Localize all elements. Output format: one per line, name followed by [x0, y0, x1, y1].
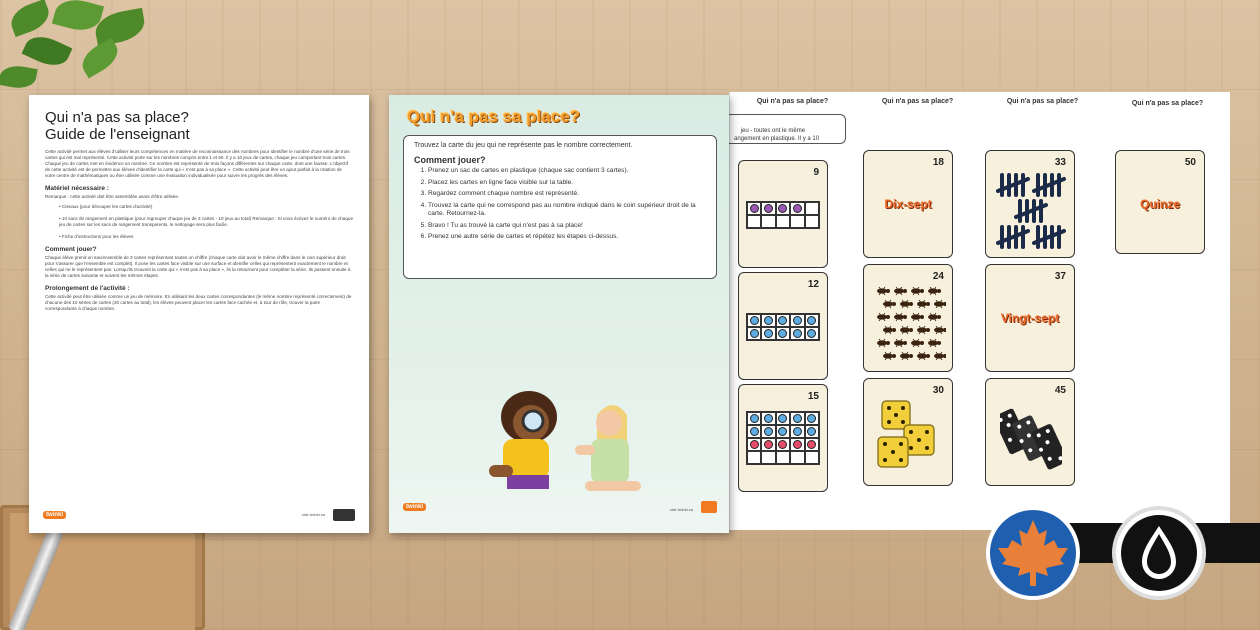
- list-item: • 10 sacs de rangement en plastique (pour regrouper chaque jeu de 3 cartes - 10 jeux au total) Remarque : Si vous écrivez le numéro de chaque jeu de cartes sur les sacs de rangement transparents, le nettoyage sera plus facile.: [59, 216, 353, 228]
- ant-icon: [900, 326, 913, 334]
- ant-icon: [894, 339, 907, 347]
- list-item: 5. Bravo ! Tu as trouvé la carte qui n'est pas à sa place!: [428, 222, 706, 231]
- card-word: Quinze: [1139, 197, 1180, 211]
- counter-dot: [750, 329, 759, 338]
- card: [985, 264, 1075, 372]
- ant-icon: [883, 326, 896, 334]
- ant-icon: [928, 313, 941, 321]
- ten-frame-cell: [790, 327, 804, 340]
- ten-frame-cell: [747, 451, 761, 464]
- ten-frame-cell: [747, 202, 761, 215]
- card: [738, 272, 828, 380]
- strip-header: Qui n'a pas sa place?: [1006, 98, 1079, 105]
- ten-frame-cell: [761, 438, 775, 451]
- strip-header: Qui n'a pas sa place?: [881, 98, 954, 105]
- ten-frame-cell: [747, 412, 761, 425]
- ant-icons: [872, 283, 946, 367]
- ten-frame-cell: [761, 327, 775, 340]
- card-number: 15: [807, 391, 819, 402]
- ant-icon: [934, 352, 946, 360]
- counter-dot: [778, 329, 787, 338]
- counter-dot: [778, 440, 787, 449]
- card-number: 33: [1054, 157, 1066, 168]
- footer-badge-icon: [701, 501, 717, 513]
- ant-icon: [883, 300, 896, 308]
- card-strip-3: [979, 92, 1105, 530]
- ink-drop-badge: [1112, 506, 1206, 600]
- ten-frame: [746, 411, 820, 465]
- ten-frame-cell: [805, 215, 819, 228]
- ant-icon: [911, 287, 924, 295]
- leaf: [7, 0, 53, 37]
- ten-frame-cell: [776, 412, 790, 425]
- card-number: 18: [932, 157, 944, 168]
- ten-frame-cell: [776, 425, 790, 438]
- card-word: Dix-sept: [884, 197, 932, 211]
- counter-dot: [807, 329, 816, 338]
- ten-frame-cell: [805, 327, 819, 340]
- howto-text: Chaque élève prend un sac/ensemble de 3 cartes représentant toutes un chiffre (chaque carte doit avoir le même chiffre dans le coin supérieur droit pour s'assurer que l'ensemble est complet). Il pose les cartes face visible sur une surface et identifie celles qui représentent exactement le nombre et celles qui ne le représentent pas. Lorsqu'ils trouvent la carte qui « n'est pas à sa place », ils la retournent pour compléter la série. Ils passent ensuite à la série de cartes suivante et suivent les mêmes étapes.: [45, 255, 351, 278]
- tally-marks: [994, 169, 1070, 253]
- counter-dot: [750, 414, 759, 423]
- ten-frame-cell: [790, 215, 804, 228]
- card-strip-2: [854, 92, 980, 530]
- ten-frame-cell: [747, 215, 761, 228]
- maple-leaf-badge: [986, 506, 1080, 600]
- ant-icon: [877, 339, 890, 347]
- counter-dot: [764, 440, 773, 449]
- ten-frame-cell: [747, 314, 761, 327]
- ten-frame-cell: [776, 215, 790, 228]
- footer-url: visit twinkl.ca: [301, 512, 325, 517]
- counter-dot: [778, 316, 787, 325]
- ten-frame-cell: [776, 438, 790, 451]
- ant-icon: [934, 326, 946, 334]
- card-word: Vingt-sept: [1000, 311, 1060, 325]
- counter-dot: [764, 204, 773, 213]
- ant-icon: [894, 287, 907, 295]
- ten-frame-cell: [761, 215, 775, 228]
- ten-frame-cell: [805, 202, 819, 215]
- counter-dot: [807, 427, 816, 436]
- list-item: • Fiche d'instructions pour les élèves: [59, 234, 353, 240]
- ten-frame-cell: [776, 327, 790, 340]
- counter-dot: [793, 204, 802, 213]
- ant-icon: [877, 287, 890, 295]
- ten-frame-cell: [790, 451, 804, 464]
- materials-heading: Matériel nécessaire :: [45, 185, 109, 192]
- counter-dot: [750, 316, 759, 325]
- card: [863, 378, 953, 486]
- ten-frame-cell: [805, 425, 819, 438]
- ten-frame: [746, 201, 820, 229]
- list-item: 2. Placez les cartes en ligne face visible sur la table.: [428, 179, 706, 188]
- card-number: 37: [1054, 271, 1066, 282]
- list-item: 3. Regardez comment chaque nombre est représenté.: [428, 190, 706, 199]
- teacher-guide-page: [29, 95, 369, 533]
- ten-frame-cell: [776, 314, 790, 327]
- counter-dot: [750, 440, 759, 449]
- strip-header: Qui n'a pas sa place?: [756, 98, 829, 105]
- ten-frame-cell: [790, 425, 804, 438]
- card-number: 9: [813, 167, 819, 178]
- ant-icon: [894, 313, 907, 321]
- card: [985, 150, 1075, 258]
- strip-header: Qui n'a pas sa place?: [1131, 100, 1204, 107]
- counter-dot: [793, 316, 802, 325]
- counter-dot: [750, 427, 759, 436]
- ten-frame-cell: [790, 202, 804, 215]
- howto-heading: Comment jouer?: [45, 246, 97, 253]
- card: [863, 264, 953, 372]
- ant-icon: [877, 313, 890, 321]
- materials-note: Remarque : cette activité doit être assemblée avant d'être utilisée.: [45, 194, 180, 199]
- maple-leaf-icon: [990, 510, 1076, 596]
- counter-dot: [793, 427, 802, 436]
- ant-icon: [928, 287, 941, 295]
- list-item: 4. Trouvez la carte qui ne correspond pas au nombre indiqué dans le coin supérieur droit de la carte. Retournez-la.: [428, 202, 706, 219]
- guide-title: Qui n'a pas sa place?: [45, 109, 189, 126]
- guide-subtitle: Guide de l'enseignant: [45, 126, 190, 143]
- children-illustration: [473, 387, 643, 499]
- ten-frame-cell: [747, 327, 761, 340]
- guide-intro: Cette activité permet aux élèves d'utiliser leurs compétences en matière de reconnaissance des nombres pour identifier le nombre d'une série de trois cartes qui est mal représenté. Cette activité porte sur les nombres compris entre 1 et 50. Il y a 10 jeux de cartes, chaque jeu comportant trois cartes. Chaque jeu de cartes met en évidence un nombre. Ce nombre est représenté de trois façons différentes sur chaque carte, dont une fausse. L'objectif de cette activité est de permettre aux élèves d'identifier la carte qui « n'est pas à sa place ». Cette activité peut être un ajout parfait à la rotation de votre centre de mathématiques ou être utilisée comme une évaluation individualisée pour suivre les progrès des élèves.: [45, 149, 350, 178]
- ant-icon: [883, 352, 896, 360]
- counter-dot: [793, 440, 802, 449]
- counter-dot: [807, 440, 816, 449]
- student-title: Qui n'a pas sa place?: [407, 107, 581, 126]
- card-number: 24: [932, 271, 944, 282]
- ant-icon: [911, 339, 924, 347]
- dice-icon: [876, 395, 942, 479]
- extension-text: Cette activité peut être utilisée comme un jeu de mémoire. En utilisant les deux cartes correspondantes (le même nombre représenté correctement) de chacune des 10 séries de cartes (20 cartes au total), les élèves peuvent placer les cartes face cachée et, à tour de rôle, trouver la paire correspondante à chaque nombre.: [45, 294, 352, 311]
- ant-icon: [928, 339, 941, 347]
- ten-frame-cell: [805, 412, 819, 425]
- ant-icon: [900, 300, 913, 308]
- ten-frame-cell: [776, 202, 790, 215]
- ten-frame-cell: [805, 438, 819, 451]
- counter-dot: [778, 204, 787, 213]
- instructions-box: [403, 135, 717, 279]
- ten-frame-cell: [790, 314, 804, 327]
- ink-drop-icon: [1116, 510, 1202, 596]
- ant-icon: [917, 300, 930, 308]
- ant-icon: [911, 313, 924, 321]
- footer-badge-icon: [333, 509, 355, 521]
- card-strip-4: [1104, 92, 1230, 530]
- counter-dot: [764, 316, 773, 325]
- ten-frame-cell: [761, 412, 775, 425]
- student-howto-heading: Comment jouer?: [414, 155, 486, 165]
- extension-heading: Prolongement de l'activité :: [45, 285, 130, 292]
- counter-dot: [764, 427, 773, 436]
- student-instructions-page: [389, 95, 729, 533]
- card-number: 45: [1054, 385, 1066, 396]
- ten-frame-cell: [776, 451, 790, 464]
- card: [1115, 150, 1205, 254]
- counter-dot: [764, 329, 773, 338]
- plant: [0, 0, 170, 100]
- counter-dot: [793, 414, 802, 423]
- ten-frame-cell: [805, 451, 819, 464]
- counter-dot: [764, 414, 773, 423]
- twinkl-logo: twinkl: [43, 511, 66, 519]
- ten-frame-cell: [790, 412, 804, 425]
- counter-dot: [778, 414, 787, 423]
- partial-text: jeu - toutes ont le même angement en plastique. Il y a 10: [734, 128, 820, 142]
- counter-dot: [778, 427, 787, 436]
- card: [738, 160, 828, 268]
- leaf: [22, 30, 73, 72]
- card-strip-1: [729, 92, 855, 530]
- ten-frame-cell: [761, 425, 775, 438]
- card: [863, 150, 953, 258]
- card-number: 50: [1184, 157, 1196, 168]
- ten-frame-cell: [790, 438, 804, 451]
- counter-dot: [750, 204, 759, 213]
- list-item: 6. Prenez une autre série de cartes et répétez les étapes ci-dessus.: [428, 233, 706, 242]
- list-item: • Ciseaux (pour découper les cartes d'activité): [59, 204, 353, 210]
- ten-frame-cell: [805, 314, 819, 327]
- ten-frame: [746, 313, 820, 341]
- card: [985, 378, 1075, 486]
- ten-frame-cell: [747, 438, 761, 451]
- domino-icon: [1000, 399, 1062, 481]
- ten-frame-cell: [761, 314, 775, 327]
- counter-dot: [807, 414, 816, 423]
- twinkl-logo: twinkl: [403, 503, 426, 511]
- ten-frame-cell: [761, 451, 775, 464]
- ten-frame-cell: [761, 202, 775, 215]
- ant-icon: [900, 352, 913, 360]
- student-intro: Trouvez la carte du jeu qui ne représente pas le nombre correctement.: [414, 142, 633, 149]
- card-number: 30: [932, 385, 944, 396]
- counter-dot: [793, 329, 802, 338]
- counter-dot: [807, 316, 816, 325]
- card: [738, 384, 828, 492]
- ant-icon: [934, 300, 946, 308]
- partial-text-box: [728, 114, 846, 144]
- leaf: [0, 63, 38, 91]
- ant-icon: [917, 352, 930, 360]
- steps-list: [414, 167, 706, 242]
- list-item: 1. Prenez un sac de cartes en plastique (chaque sac contient 3 cartes).: [428, 167, 706, 176]
- materials-list: [45, 204, 353, 240]
- ant-icon: [917, 326, 930, 334]
- ten-frame-cell: [747, 425, 761, 438]
- card-number: 12: [807, 279, 819, 290]
- footer-url: visit twinkl.ca: [669, 507, 693, 512]
- leaf: [77, 38, 124, 79]
